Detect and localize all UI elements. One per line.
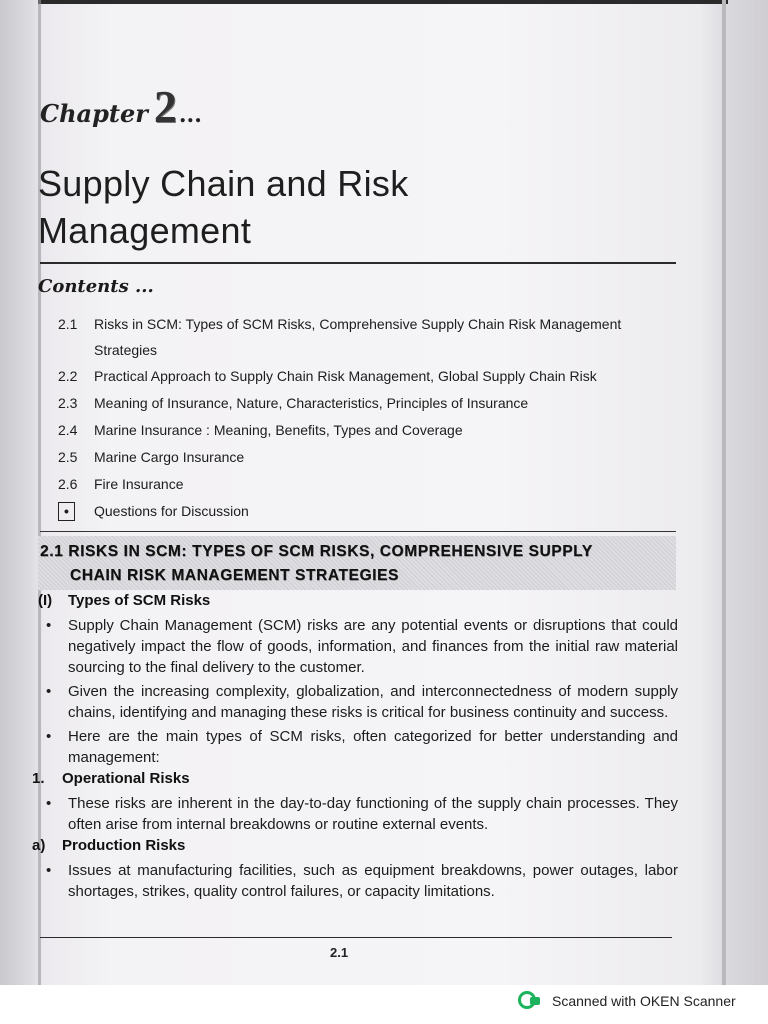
contents-heading: Contents ... xyxy=(38,276,154,297)
footer-rule xyxy=(40,937,672,938)
title-rule xyxy=(40,262,676,264)
subheading xyxy=(32,835,678,857)
table-of-contents xyxy=(58,311,680,525)
subheading xyxy=(38,590,678,612)
toc-text: Practical Approach to Supply Chain Risk Management, Global Supply Chain Risk xyxy=(94,368,597,384)
top-edge-strip xyxy=(38,0,728,4)
chapter-title-line-1: Supply Chain and Risk xyxy=(38,163,409,204)
section-heading-line-1: RISKS IN SCM: TYPES OF SCM RISKS, COMPREHENSIVE SUPPLY xyxy=(68,543,593,560)
bullet-icon: • xyxy=(46,617,52,634)
subheading-text: Operational Risks xyxy=(62,770,190,787)
toc-number: 2.5 xyxy=(58,449,78,465)
toc-item xyxy=(58,417,680,444)
chapter-title xyxy=(38,160,678,254)
subheading-marker: a) xyxy=(32,837,46,854)
bullet-paragraph: • Issues at manufacturing facilities, such as equipment breakdowns, power outages, labor shortages, strikes, quality control failures, or capacity limitations. xyxy=(46,862,678,900)
boxed-bullet-icon: • xyxy=(58,502,75,521)
bullet-paragraph: • Supply Chain Management (SCM) risks are any potential events or disruptions that could negatively impact the flow of goods, information, and finances from the initial raw material sourcing to the final delivery to the customer. xyxy=(46,617,678,676)
scanner-watermark-text: Scanned with OKEN Scanner xyxy=(552,993,736,1009)
chapter-title-line-2: Management xyxy=(38,210,252,251)
toc-item xyxy=(58,311,680,363)
subheading-marker: (I) xyxy=(38,592,53,609)
toc-text: Marine Insurance : Meaning, Benefits, Types and Coverage xyxy=(94,422,463,438)
subheading-marker: 1. xyxy=(32,770,45,787)
toc-text: Risks in SCM: Types of SCM Risks, Comprehensive Supply Chain Risk Management Strategies xyxy=(94,316,622,358)
toc-number: 2.6 xyxy=(58,476,78,492)
bullet-icon: • xyxy=(46,795,52,812)
chapter-label xyxy=(40,80,202,130)
bullet-paragraph: • Here are the main types of SCM risks, often categorized for better understanding and management: xyxy=(46,728,678,766)
page-number: 2.1 xyxy=(330,945,349,960)
subheading xyxy=(32,768,678,790)
section-number: 2.1 xyxy=(40,543,64,560)
bullet-icon: • xyxy=(46,683,52,700)
contents-rule xyxy=(40,531,676,532)
toc-item xyxy=(58,498,680,525)
page-right-edge xyxy=(722,0,726,985)
scanner-watermark xyxy=(518,989,736,1013)
bullet-icon: • xyxy=(46,728,52,745)
chapter-dots: ... xyxy=(178,102,202,128)
section-heading-line-2: CHAIN RISK MANAGEMENT STRATEGIES xyxy=(70,567,399,584)
toc-text: Meaning of Insurance, Nature, Characteristics, Principles of Insurance xyxy=(94,395,529,411)
bullet-icon: • xyxy=(46,862,52,879)
toc-item xyxy=(58,390,680,417)
bullet-paragraph: • Given the increasing complexity, globalization, and interconnectedness of modern supply chains, identifying and managing these risks is critical for business continuity and success. xyxy=(46,683,678,721)
chapter-number: 2 xyxy=(153,81,177,132)
subheading-text: Production Risks xyxy=(62,837,186,854)
toc-text: Fire Insurance xyxy=(94,476,184,492)
toc-number: 2.2 xyxy=(58,368,78,384)
toc-number: 2.4 xyxy=(58,422,78,438)
toc-item xyxy=(58,444,680,471)
toc-item xyxy=(58,363,680,390)
oken-scanner-logo-icon xyxy=(518,989,542,1013)
toc-item xyxy=(58,471,680,498)
toc-number: 2.1 xyxy=(58,316,78,332)
toc-text: Marine Cargo Insurance xyxy=(94,449,245,465)
toc-text: Questions for Discussion xyxy=(94,503,249,519)
toc-number: 2.3 xyxy=(58,395,78,411)
chapter-word: Chapter xyxy=(40,99,148,128)
subheading-text: Types of SCM Risks xyxy=(68,592,211,609)
section-heading xyxy=(40,540,676,588)
body-text xyxy=(32,590,678,902)
bullet-paragraph: • These risks are inherent in the day-to-day functioning of the supply chain processes. They often arise from internal breakdowns or routine external events. xyxy=(46,795,678,833)
